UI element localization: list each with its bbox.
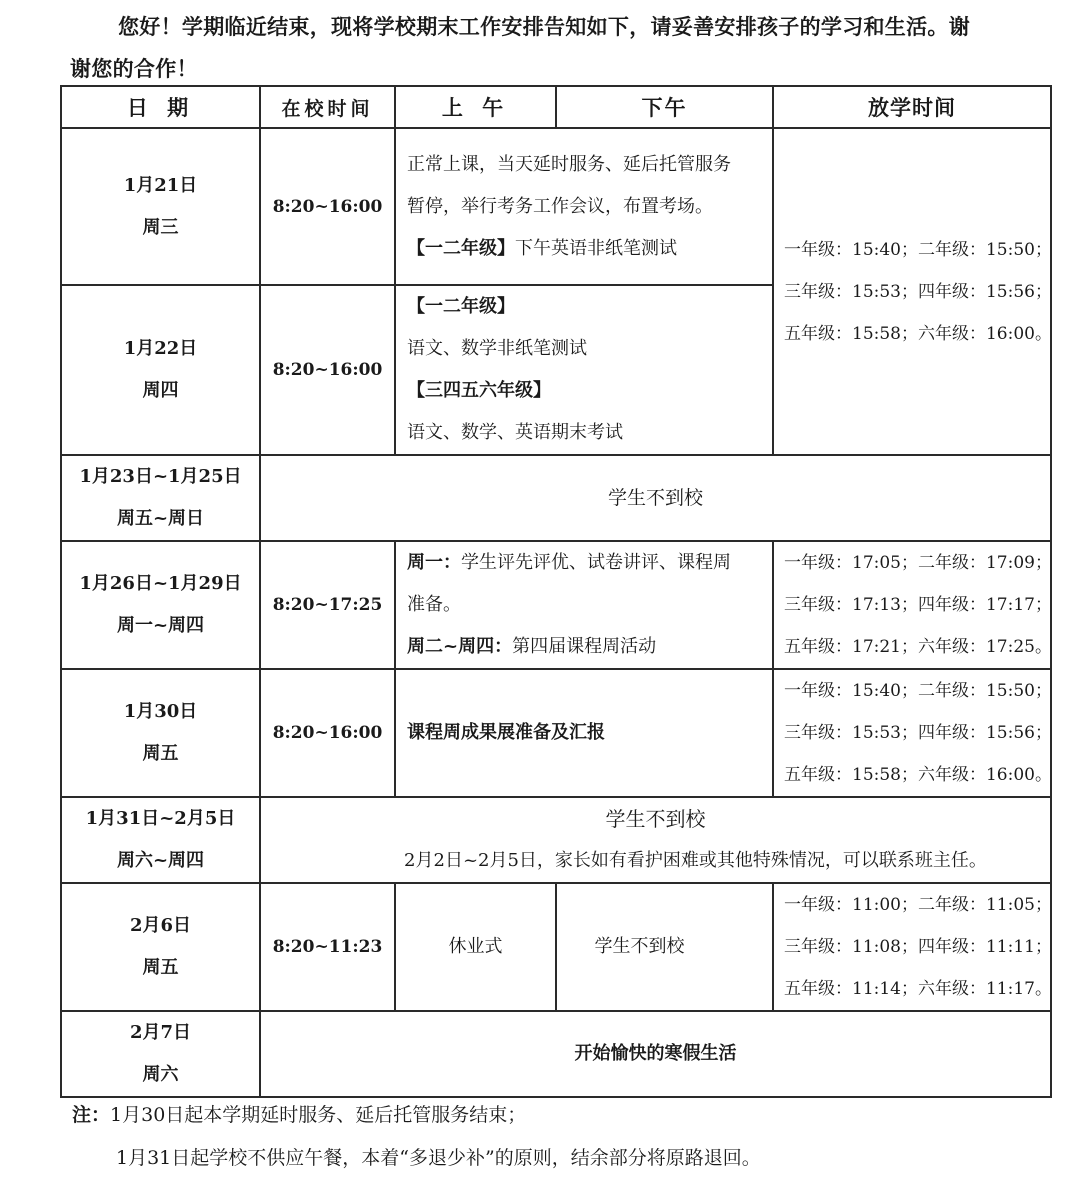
grade-label: 【一二年级】: [407, 237, 515, 259]
intro-line-2: 谢您的合作！: [70, 57, 198, 81]
weekday-text: 周五: [142, 957, 179, 978]
release-line: 五年级：17:21；六年级：17:25。: [784, 637, 1052, 657]
intro-paragraph: [70, 6, 1055, 90]
release-time-cell: [773, 883, 1051, 1011]
release-time-cell: [773, 669, 1051, 797]
table-row: [61, 455, 1051, 541]
morning-cell: [395, 285, 773, 455]
intro-line-1: 您好！学期临近结束，现将学校期末工作安排告知如下，请妥善安排孩子的学习和生活。谢: [118, 15, 970, 39]
weekday-text: 周三: [142, 216, 179, 238]
weekday-text: 周五~周日: [116, 508, 205, 529]
date-text: 1月30日: [123, 701, 198, 722]
date-text: 2月7日: [129, 1022, 192, 1043]
morning-text: 第四届课程周活动: [512, 636, 657, 657]
note-line-2: 1月31日起学校不供应午餐，本着“多退少补”的原则，结余部分将原路退回。: [116, 1147, 761, 1169]
header-date: 日 期: [61, 86, 260, 128]
weekday-text: 周四: [142, 380, 179, 401]
morning-line: [407, 228, 766, 270]
release-line: 五年级：11:14；六年级：11:17。: [784, 979, 1052, 999]
date-cell: [61, 128, 260, 285]
table-row: [61, 883, 1051, 1011]
release-line: 三年级：15:53；四年级：15:56；: [784, 281, 1052, 302]
morning-line: [407, 542, 766, 584]
morning-line: 正常上课，当天延时服务、延后托管服务: [407, 153, 731, 175]
date-cell: [61, 541, 260, 669]
header-afternoon: 下午: [556, 86, 773, 128]
weekday-text: 周一~周四: [116, 615, 205, 636]
table-row: [61, 128, 1051, 285]
morning-cell: 课程周成果展准备及汇报: [395, 669, 773, 797]
guardian-note: 2月2日~2月5日，家长如有看护困难或其他特殊情况，可以联系班主任。: [404, 850, 987, 871]
no-school-text: 学生不到校: [605, 807, 706, 831]
release-time-cell: [773, 128, 1051, 455]
morning-cell: [395, 128, 773, 285]
note-text: 1月30日起本学期延时服务、延后托管服务结束；: [110, 1104, 527, 1126]
release-line: 三年级：17:13；四年级：17:17；: [784, 595, 1052, 615]
date-text: 1月23日~1月25日: [79, 466, 242, 487]
note-label: 注：: [72, 1104, 111, 1126]
no-school-cell: 学生不到校: [260, 455, 1051, 541]
morning-line: 准备。: [407, 594, 461, 615]
morning-line: [407, 626, 766, 668]
school-time-cell: 8:20~17:25: [260, 541, 395, 669]
weekday-text: 周六: [142, 1064, 179, 1085]
release-time-cell: [773, 541, 1051, 669]
date-text: 1月21日: [123, 174, 198, 196]
morning-line: 语文、数学、英语期末考试: [407, 422, 623, 443]
footnotes: [72, 1094, 1062, 1180]
header-morning: 上 午: [395, 86, 556, 128]
release-line: 三年级：15:53；四年级：15:56；: [784, 723, 1052, 743]
weekday-text: 周六~周四: [116, 850, 205, 871]
date-cell: [61, 797, 260, 883]
day-label: 周一：: [407, 552, 461, 573]
no-school-cell: [260, 797, 1051, 883]
date-text: 1月22日: [123, 338, 198, 359]
date-cell: [61, 1011, 260, 1097]
table-row: [61, 541, 1051, 669]
release-line: 一年级：17:05；二年级：17:09；: [784, 553, 1052, 573]
release-line: 一年级：15:40；二年级：15:50；: [784, 239, 1052, 260]
date-text: 1月31日~2月5日: [85, 808, 236, 829]
winter-break-cell: 开始愉快的寒假生活: [260, 1011, 1051, 1097]
release-line: 一年级：11:00；二年级：11:05；: [784, 895, 1052, 915]
school-time-cell: 8:20~16:00: [260, 669, 395, 797]
release-line: 一年级：15:40；二年级：15:50；: [784, 681, 1052, 701]
date-cell: [61, 883, 260, 1011]
day-label: 周二~周四：: [407, 636, 513, 657]
header-school-time: 在校时间: [260, 86, 395, 128]
morning-text: 学生评先评优、试卷讲评、课程周: [461, 552, 731, 573]
date-cell: [61, 285, 260, 455]
release-line: 五年级：15:58；六年级：16:00。: [784, 323, 1052, 344]
release-line: 五年级：15:58；六年级：16:00。: [784, 765, 1052, 785]
afternoon-cell: 学生不到校: [556, 883, 773, 1011]
morning-line: 暂停，举行考务工作会议，布置考场。: [407, 195, 713, 217]
weekday-text: 周五: [142, 743, 179, 764]
morning-cell: [395, 541, 773, 669]
note-line-1: [72, 1094, 1062, 1137]
date-cell: [61, 669, 260, 797]
release-line: 三年级：11:08；四年级：11:11；: [784, 937, 1052, 957]
table-row: [61, 1011, 1051, 1097]
grade-label: 【三四五六年级】: [407, 380, 551, 401]
school-time-cell: 8:20~16:00: [260, 285, 395, 455]
date-text: 1月26日~1月29日: [79, 573, 242, 594]
date-cell: [61, 455, 260, 541]
schedule-table: [60, 85, 1052, 1098]
table-header-row: [61, 86, 1051, 128]
morning-text: 下午英语非纸笔测试: [515, 237, 677, 259]
table-row: [61, 797, 1051, 883]
school-time-cell: 8:20~11:23: [260, 883, 395, 1011]
grade-label: 【一二年级】: [407, 296, 515, 317]
table-row: [61, 669, 1051, 797]
morning-line: 语文、数学非纸笔测试: [407, 338, 587, 359]
morning-cell: 休业式: [395, 883, 556, 1011]
school-time-cell: 8:20~16:00: [260, 128, 395, 285]
date-text: 2月6日: [129, 915, 192, 936]
header-release-time: 放学时间: [773, 86, 1051, 128]
